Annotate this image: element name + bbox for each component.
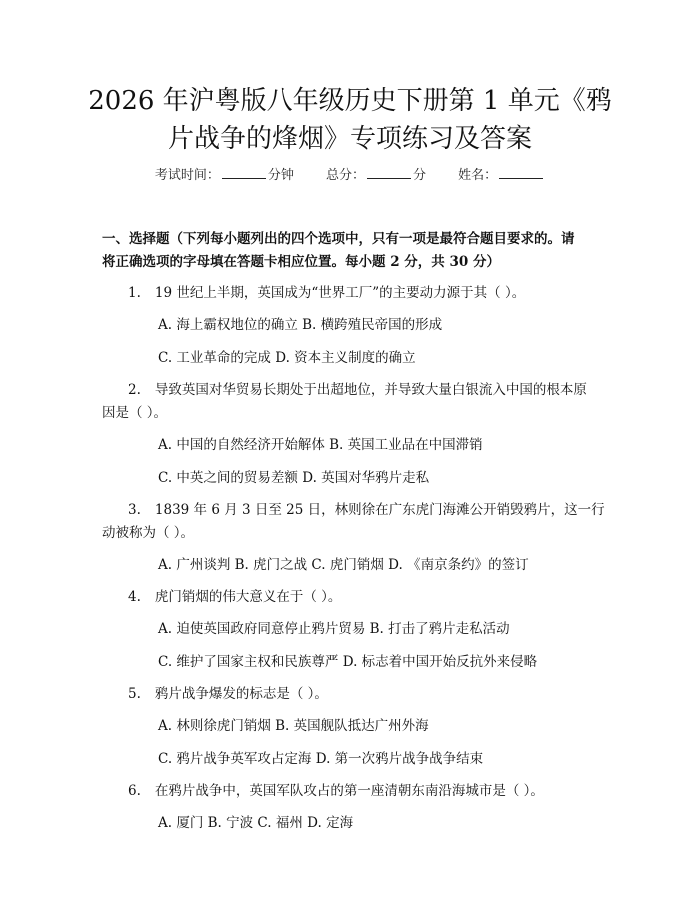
question-stem — [102, 683, 610, 706]
exam-time-unit: 分钟 — [267, 168, 294, 183]
question-4 — [102, 586, 610, 609]
question-stem — [102, 379, 610, 402]
question-text: 19 世纪上半期，英国成为“世界工厂”的主要动力源于其（ ）。 — [154, 285, 526, 301]
exam-name-blank[interactable] — [499, 166, 543, 179]
question-text-cont: 动被称为（ ）。 — [102, 525, 195, 541]
question-5-options-b: C. 鸦片战争英军攻占定海 D. 第一次鸦片战争战争结束 — [158, 751, 484, 767]
question-text: 在鸦片战争中，英国军队攻占的第一座清朝东南沿海城市是（ ）。 — [154, 783, 544, 799]
question-2-options-a: A. 中国的自然经济开始解体 B. 英国工业品在中国滞销 — [158, 437, 483, 453]
question-6 — [102, 780, 610, 803]
exam-score-unit: 分 — [413, 168, 427, 183]
question-stem — [102, 499, 610, 522]
question-text: 鸦片战争爆发的标志是（ ）。 — [154, 686, 328, 702]
question-1-options-a: A. 海上霸权地位的确立 B. 横跨殖民帝国的形成 — [158, 317, 443, 333]
title-line-1: 2026 年沪粤版八年级历史下册第 1 单元《鸦 — [88, 86, 612, 116]
question-1-options-b: C. 工业革命的完成 D. 资本主义制度的确立 — [158, 350, 416, 366]
exam-score — [326, 168, 426, 183]
section-title — [102, 228, 610, 274]
question-4-options-a: A. 迫使英国政府同意停止鸦片贸易 B. 打击了鸦片走私活动 — [158, 621, 510, 637]
question-number: 5. — [128, 686, 141, 702]
question-stem — [102, 586, 610, 609]
exam-score-blank[interactable] — [367, 166, 411, 179]
question-number: 4. — [128, 589, 141, 605]
question-3 — [102, 499, 610, 545]
title-line-2: 片战争的烽烟》专项练习及答案 — [167, 124, 532, 154]
question-2-options-b: C. 中英之间的贸易差额 D. 英国对华鸦片走私 — [158, 470, 430, 486]
exam-time-blank[interactable] — [222, 166, 266, 179]
question-list — [102, 282, 610, 835]
question-number: 3. — [128, 502, 141, 518]
question-6-options-a: A. 厦门 B. 宁波 C. 福州 D. 定海 — [158, 815, 354, 831]
question-stem — [102, 780, 610, 803]
question-5 — [102, 683, 610, 706]
question-2 — [102, 379, 610, 425]
exam-name-label: 姓名： — [458, 168, 498, 183]
question-1 — [102, 282, 610, 305]
question-3-options-a: A. 广州谈判 B. 虎门之战 C. 虎门销烟 D. 《南京条约》的签订 — [158, 557, 529, 573]
exam-time-label: 考试时间： — [154, 168, 220, 183]
exam-name — [458, 168, 545, 183]
exam-info — [60, 166, 640, 186]
document-title — [60, 82, 640, 158]
section-title-line-1: 一、选择题（下列每小题列出的四个选项中，只有一项是最符合题目要求的。请 — [102, 231, 575, 247]
question-4-options-b: C. 维护了国家主权和民族尊严 D. 标志着中国开始反抗外来侵略 — [158, 654, 538, 670]
question-number: 1. — [128, 285, 141, 301]
exam-time — [155, 168, 294, 183]
question-text: 1839 年 6 月 3 日至 25 日，林则徐在广东虎门海滩公开销毁鸦片，这一行 — [154, 502, 605, 518]
exam-score-label: 总分： — [325, 168, 365, 183]
question-number: 2. — [128, 382, 141, 398]
question-number: 6. — [128, 783, 141, 799]
question-stem — [102, 282, 610, 305]
question-text: 导致英国对华贸易长期处于出超地位，并导致大量白银流入中国的根本原 — [154, 382, 587, 398]
section-title-line-2: 将正确选项的字母填在答题卡相应位置。每小题 2 分，共 30 分） — [102, 254, 500, 270]
question-5-options-a: A. 林则徐虎门销烟 B. 英国舰队抵达广州外海 — [158, 718, 429, 734]
question-text-cont: 因是（ ）。 — [102, 405, 168, 421]
question-text: 虎门销烟的伟大意义在于（ ）。 — [154, 589, 342, 605]
